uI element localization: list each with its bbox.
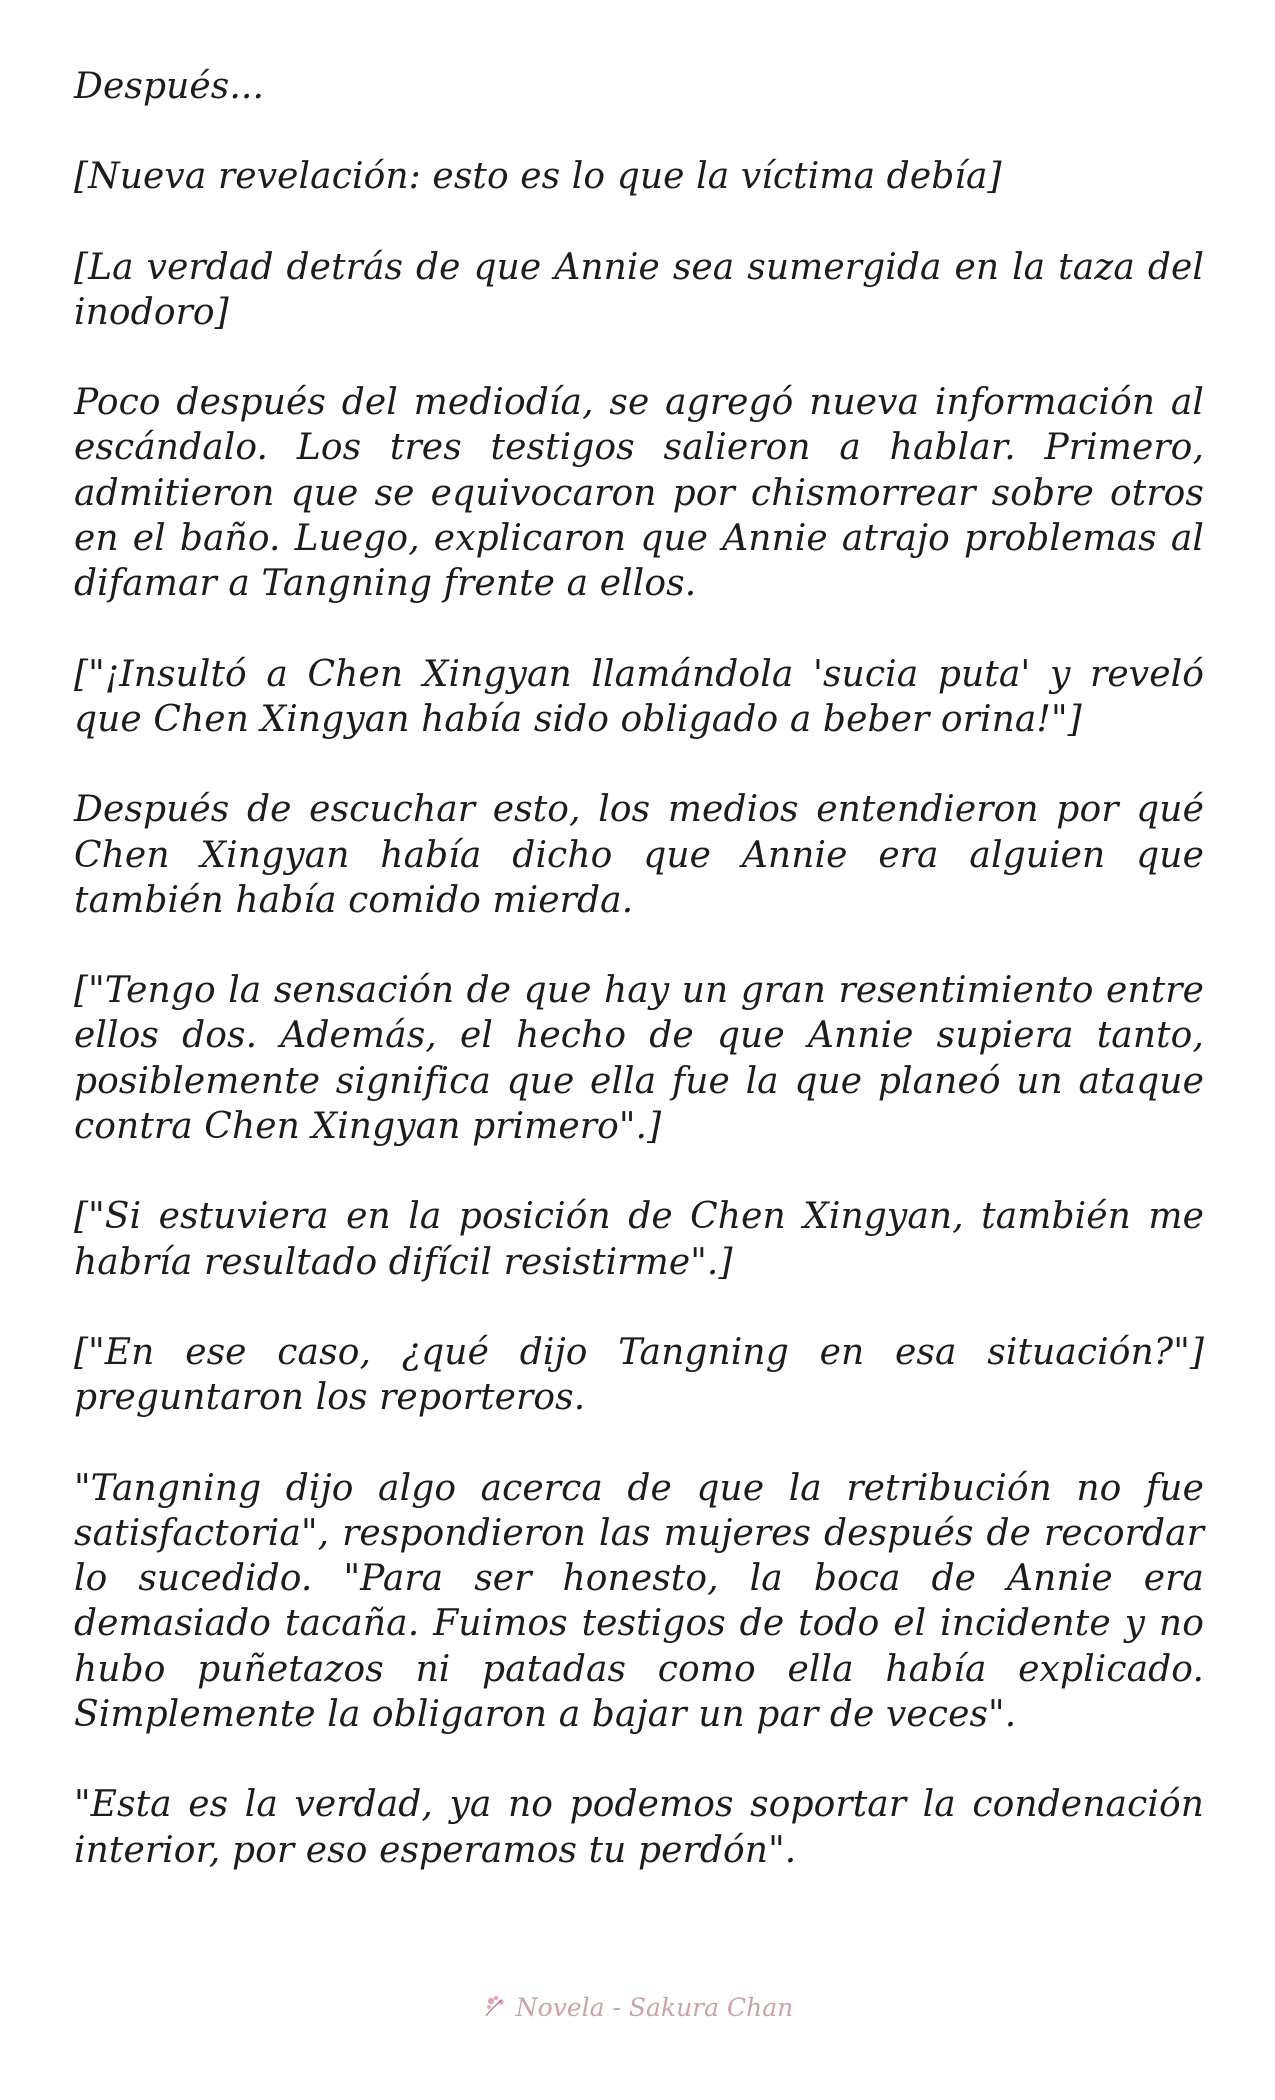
cherry-blossom-icon xyxy=(482,1992,510,2020)
paragraph-11: "Esta es la verdad, ya no podemos soportar la condenación interior, por eso esperamos tu perdón". xyxy=(74,1784,1204,1871)
watermark-footer xyxy=(0,1992,1275,2022)
paragraph-6: Después de escuchar esto, los medios entendieron por qué Chen Xingyan había dicho que Annie era alguien que también había comido mierda. xyxy=(74,789,1204,921)
watermark-text: Novela - Sakura Chan xyxy=(515,1993,794,2022)
paragraph-1: Después... xyxy=(74,66,264,107)
paragraph-9: ["En ese caso, ¿qué dijo Tangning en esa situación?"] preguntaron los reporteros. xyxy=(74,1331,1204,1419)
paragraph-2: [Nueva revelación: esto es lo que la víctima debía] xyxy=(74,156,1002,198)
paragraph-4: Poco después del mediodía, se agregó nueva información al escándalo. Los tres testigos salieron a hablar. Primero, admitieron que se equivocaron por chismorrear sobre otros en el baño. Luego, explicaron que Annie atrajo problemas al difamar a Tangning frente a ellos. xyxy=(74,382,1204,605)
paragraph-8: ["Si estuviera en la posición de Chen Xingyan, también me habría resultado difícil resistirme".] xyxy=(74,1196,1204,1283)
paragraph-5: ["¡Insultó a Chen Xingyan llamándola 'sucia puta' y reveló que Chen Xingyan había sido obligado a beber orina!"] xyxy=(74,653,1204,740)
paragraph-3: [La verdad detrás de que Annie sea sumergida en la taza del inodoro] xyxy=(74,246,1204,333)
paragraph-10: "Tangning dijo algo acerca de que la retribución no fue satisfactoria", respondieron las mujeres después de recordar lo sucedido. "Para ser honesto, la boca de Annie era demasiado tacaña. Fuimos testigos de todo el incidente y no hubo puñetazos ni patadas como ella había explicado. Simplemente la obligaron a bajar un par de veces". xyxy=(74,1467,1204,1736)
document-body xyxy=(74,64,1204,1918)
paragraph-7: ["Tengo la sensación de que hay un gran resentimiento entre ellos dos. Además, el hecho de que Annie supiera tanto, posiblemente significa que ella fue la que planeó un ataque contra Chen Xingyan primero".] xyxy=(74,970,1204,1148)
